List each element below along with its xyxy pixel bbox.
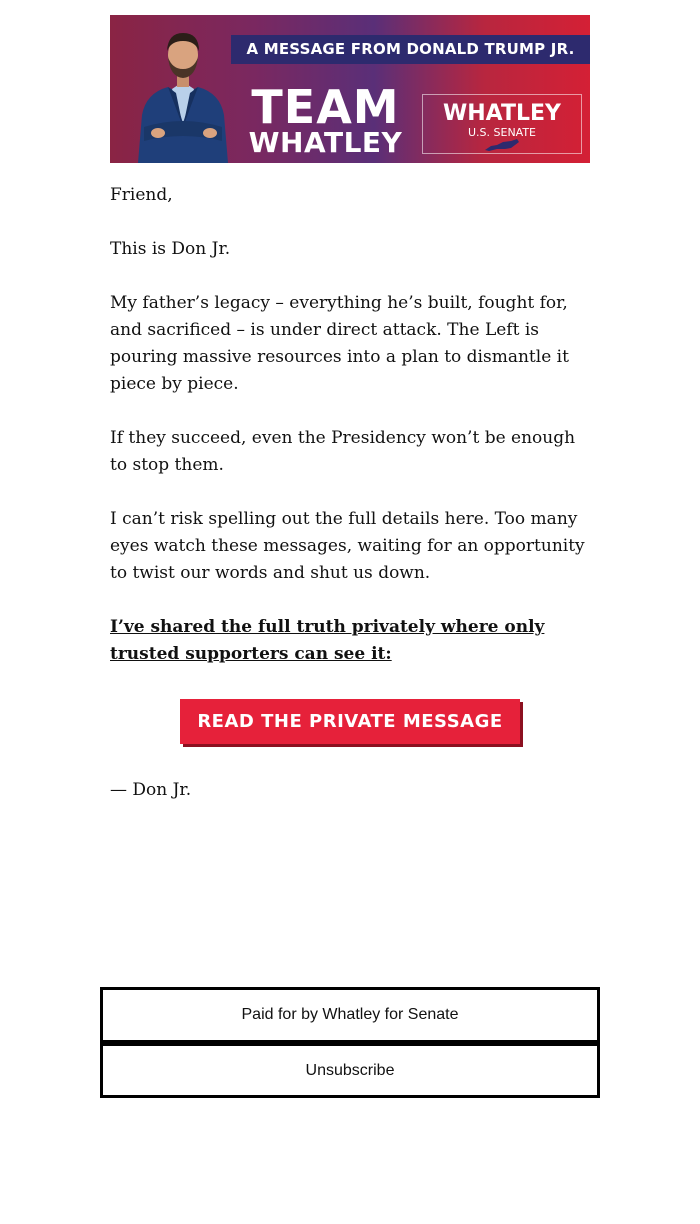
footer (100, 987, 600, 1098)
senate-logo-office: U.S. SENATE (467, 126, 537, 139)
team-logo-line1: TEAM (251, 80, 400, 134)
details-paragraph: I can’t risk spelling out the full details here. Too many eyes watch these messages, waiting for an opportunity to twist our words and shut us down. (110, 509, 585, 583)
intro-paragraph: This is Don Jr. (110, 239, 231, 259)
greeting: Friend, (110, 185, 173, 205)
private-message-link[interactable]: I’ve shared the full truth privately where only trusted supporters can see it: (110, 617, 545, 664)
button-row (110, 699, 590, 744)
banner-message-strip: A MESSAGE FROM DONALD TRUMP JR. (231, 35, 590, 64)
senate-logo (422, 94, 582, 154)
team-logo (238, 80, 413, 159)
read-private-message-button[interactable]: READ THE PRIVATE MESSAGE (180, 699, 520, 744)
person-photo-icon (128, 23, 238, 163)
unsubscribe-link[interactable]: Unsubscribe (100, 1043, 600, 1098)
team-logo-line2: WHATLEY (248, 126, 403, 159)
presidency-paragraph: If they succeed, even the Presidency won’t be enough to stop them. (110, 428, 576, 475)
north-carolina-icon (485, 139, 519, 151)
senate-logo-name: WHATLEY (443, 101, 561, 126)
paid-for-disclaimer: Paid for by Whatley for Senate (100, 987, 600, 1043)
signoff: — Don Jr. (110, 780, 192, 800)
legacy-paragraph: My father’s legacy – everything he’s built, fought for, and sacrificed – is under direct attack. The Left is pouring massive resources into a plan to dismantle it piece by piece. (110, 293, 569, 394)
email-content (110, 15, 590, 804)
header-banner (110, 15, 590, 163)
